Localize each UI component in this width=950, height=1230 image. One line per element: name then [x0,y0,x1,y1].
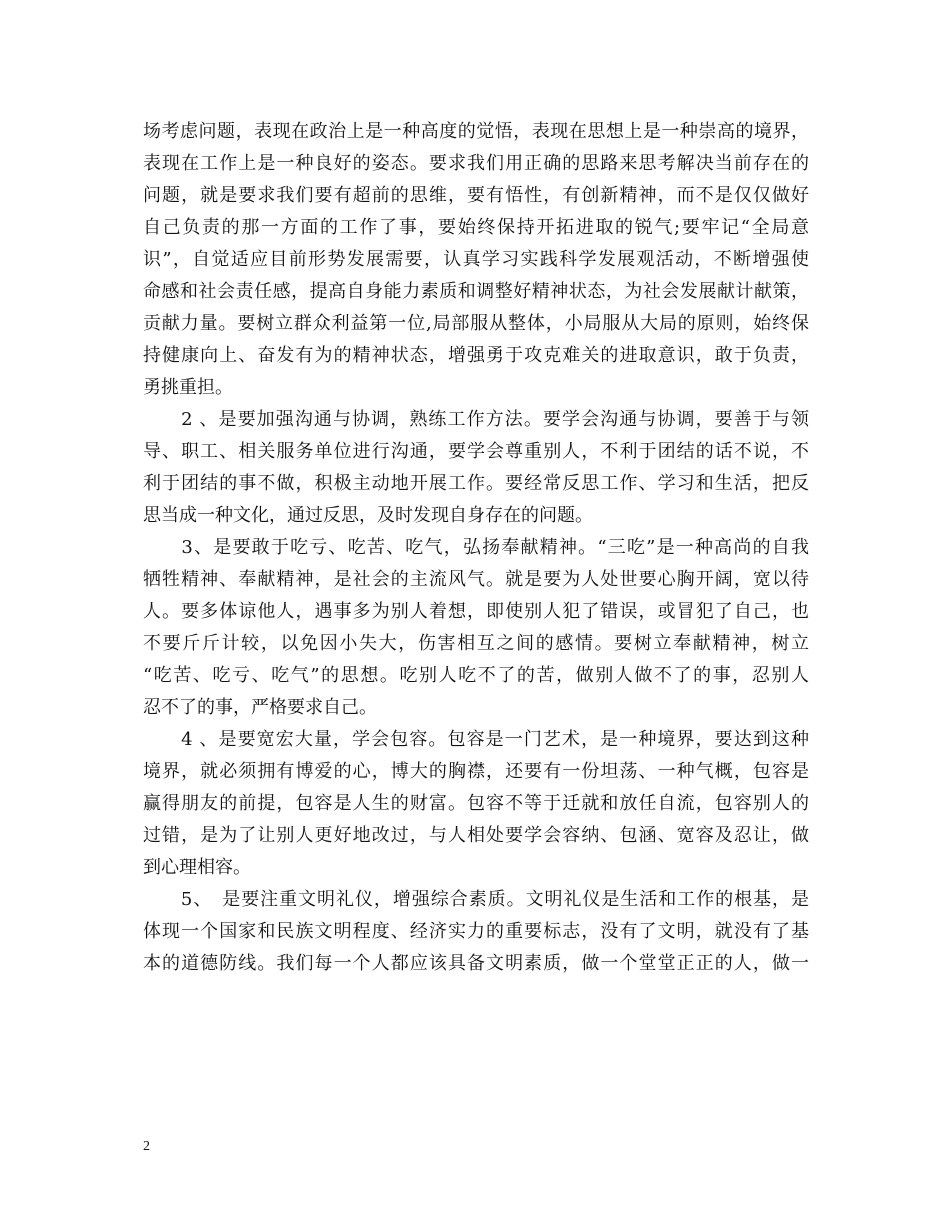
text-line: 牺牲精神、奉献精神，是社会的主流风气。就是要为人处世要心胸开阔，宽以待 [143,569,809,590]
text-line: 境界，就必须拥有博爱的心，博大的胸襟，还要有一份坦荡、一种气概，包容是 [143,761,809,782]
text-line: 思当成一种文化，通过反思，及时发现自身存在的问题。 [143,505,593,526]
text-line: “吃苦、吃亏、吃气”的思想。吃别人吃不了的苦，做别人做不了的事，忍别人 [143,665,809,686]
text-line: 自己负责的那一方面的工作了事，要始终保持开拓进取的锐气;要牢记“全局意 [143,217,809,238]
text-line: 利于团结的事不做，积极主动地开展工作。要经常反思工作、学习和生活，把反 [143,473,809,494]
text-line: 命感和社会责任感，提高自身能力素质和调整好精神状态，为社会发展献计献策， [143,281,809,302]
text-line: 识”，自觉适应目前形势发展需要，认真学习实践科学发展观活动，不断增强使 [143,249,809,270]
text-line: 4 、是要宽宏大量，学会包容。包容是一门艺术，是一种境界，要达到这种 [143,729,809,750]
text-line: 不要斤斤计较，以免因小失大，伤害相互之间的感情。要树立奉献精神，树立 [143,633,809,654]
text-line: 表现在工作上是一种良好的姿态。要求我们用正确的思路来思考解决当前存在的 [143,153,809,174]
text-line: 人。要多体谅他人，遇事多为别人着想，即使别人犯了错误，或冒犯了自己，也 [143,601,809,622]
text-line: 赢得朋友的前提，包容是人生的财富。包容不等于迁就和放任自流，包容别人的 [143,793,809,814]
text-line: 勇挑重担。 [143,377,233,398]
text-line: 到心理相容。 [143,857,251,878]
text-line: 5、 是要注重文明礼仪，增强综合素质。文明礼仪是生活和工作的根基，是 [143,889,809,910]
text-line: 问题，就是要求我们要有超前的思维，要有悟性，有创新精神，而不是仅仅做好 [143,185,809,206]
text-line: 体现一个国家和民族文明程度、经济实力的重要标志，没有了文明，就没有了基 [143,921,809,942]
text-line: 3、是要敢于吃亏、吃苦、吃气，弘扬奉献精神。“三吃”是一种高尚的自我 [143,537,809,558]
text-line: 场考虑问题，表现在政治上是一种高度的觉悟，表现在思想上是一种崇高的境界， [143,121,809,142]
text-line: 忍不了的事，严格要求自己。 [143,697,377,718]
text-line: 导、职工、相关服务单位进行沟通，要学会尊重别人，不利于团结的话不说，不 [143,441,809,462]
text-line: 持健康向上、奋发有为的精神状态，增强勇于攻克难关的进取意识，敢于负责， [143,345,809,366]
text-line: 本的道德防线。我们每一个人都应该具备文明素质，做一个堂堂正正的人，做一 [143,953,809,974]
page-number: 2 [143,1139,150,1154]
text-line: 2 、是要加强沟通与协调，熟练工作方法。要学会沟通与协调，要善于与领 [143,409,809,430]
text-line: 贡献力量。要树立群众利益第一位,局部服从整体，小局服从大局的原则，始终保 [143,313,809,334]
text-line: 过错，是为了让别人更好地改过，与人相处要学会容纳、包涵、宽容及忍让，做 [143,825,809,846]
